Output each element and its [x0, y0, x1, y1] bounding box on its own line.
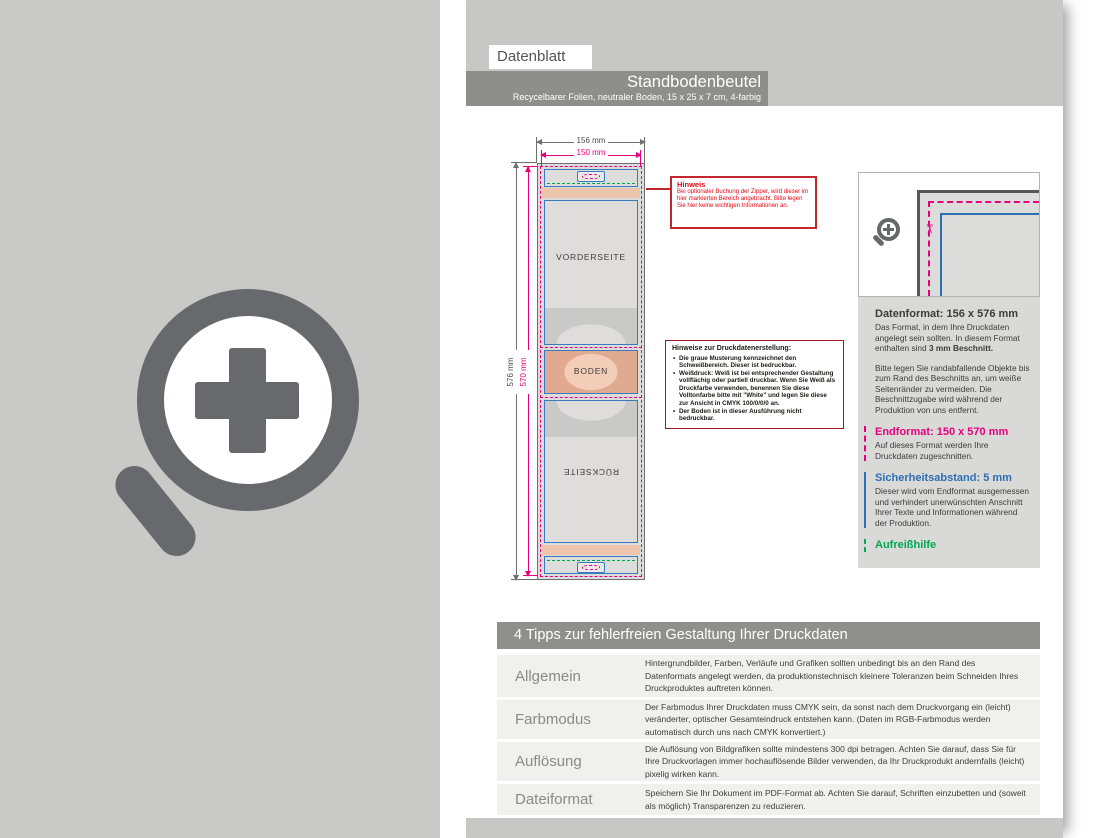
tip-label: Auflösung [515, 753, 582, 770]
tips-header-bar: 4 Tipps zur fehlerfreien Gestaltung Ihrer Druckdaten [497, 622, 1040, 649]
endformat-title: Endformat: 150 x 570 mm [875, 426, 1009, 438]
front-panel-label: VORDERSEITE [556, 252, 626, 263]
safety-corner-line [940, 213, 1039, 296]
format-legend-panel [858, 297, 1040, 568]
print-note-item: • Der Boden ist in dieser Ausführung nicht bedruckbar. [672, 408, 837, 423]
endformat-block [864, 426, 1030, 461]
height-inner-dim-label: 570 mm [518, 350, 530, 394]
pouch-diagram [537, 163, 645, 580]
print-notes-list [672, 355, 837, 423]
aufreisshilfe-block [864, 539, 1030, 552]
tip-label: Farbmodus [515, 711, 591, 728]
endformat-body: Auf dieses Format werden Ihre Druckdaten zugeschnitten. [875, 440, 989, 461]
magnifier-icon [871, 218, 911, 258]
datenformat-title: Datenformat: 156 x 576 mm [875, 308, 1019, 320]
width-outer-dim-label: 156 mm [537, 136, 645, 145]
table-row [497, 655, 1040, 697]
sicherheitsabstand-block [864, 472, 1030, 528]
datenformat-block [864, 308, 1030, 415]
datasheet-page [466, 0, 1063, 838]
height-outer-dim-label: 576 mm [505, 350, 517, 394]
datenformat-body-intro: Das Format, in dem Ihre Druckdaten angelegt sein sollten. In diesem Format enthalten sind [875, 322, 1020, 353]
print-notes-title: Hinweise zur Druckdatenerstellung: [672, 345, 792, 352]
datenformat-body-bold: 3 mm Beschnitt. [928, 343, 994, 353]
product-image-area [0, 0, 440, 838]
hinweis-title: Hinweis [677, 180, 706, 189]
corner-detail-box [858, 172, 1040, 297]
sicherheitsabstand-title: Sicherheitsabstand: 5 mm [875, 472, 1012, 484]
print-note-item: • Weißdruck: Weiß ist bei entsprechender Gestaltung vollflächig oder partiell druckbar. Wenn Sie Weiß als Druckfarbe verwenden, benennen Sie diese Volltonfarbe bitte mit "White" und legen Sie diese zur Ansicht in CMYK 100/0/0/0 an. [672, 370, 837, 408]
page-subtitle: Recycelbarer Folien, neutraler Boden, 15 x 25 x 7 cm, 4-farbig [512, 92, 761, 102]
hinweis-body: Bei optionaler Buchung der Zipper, wird dieser im hier markierten Bereich angebracht. Bitte legen Sie hier keine wichtigen Informationen an. [677, 189, 809, 209]
plus-icon-vertical [229, 348, 266, 453]
table-row [497, 742, 1040, 781]
tip-text: Speichern Sie Ihr Dokument im PDF-Format ab. Achten Sie darauf, Schriften einzubetten und (soweit als möglich) Transparenzen zu reduzieren. [645, 788, 1026, 811]
endformat-cut-outline [540, 166, 642, 577]
callout-line [646, 188, 671, 190]
datenblatt-label: Datenblatt [489, 45, 592, 69]
title-bar [466, 71, 768, 106]
bottom-gusset-label: BODEN [573, 366, 609, 377]
table-row [497, 700, 1040, 739]
datenformat-body-2: Bitte legen Sie randabfallende Objekte bis zum Rand des Beschnitts an, um weiße Seitenränder zu vermeiden. Die Beschnittzugabe wird während der Produktion von uns entfernt. [875, 362, 1030, 415]
page-title: Standbodenbeutel [627, 73, 761, 91]
tip-text: Der Farbmodus Ihrer Druckdaten muss CMYK sein, da sonst nach dem Druckvorgang ein (leicht) veränderter, optischer Gesamteindruck entstehen kann. (Daten im RGB-Farbmodus werden automatisch durch uns nach CMYK konvertiert.) [645, 701, 1011, 737]
tip-text: Die Auflösung von Bildgrafiken sollte mindestens 300 dpi betragen. Achten Sie darauf, dass Sie für Ihre Druckvorlagen immer hochauflösende Bilder verwenden, da Ihr Druckprodukt andernfalls (leicht) pixelig wirken kann. [645, 743, 1025, 779]
datenformat-body [875, 322, 1030, 354]
print-note-item: • Die graue Musterung kennzeichnet den Schweißbereich. Dieser ist bedruckbar. [672, 355, 837, 370]
width-inner-dim-label: 150 mm [537, 148, 645, 157]
print-notes-box [665, 340, 844, 429]
page-footer-band [466, 818, 1063, 838]
back-panel-label: RÜCKSEITE [563, 467, 619, 478]
tip-text: Hintergrundbilder, Farben, Verläufe und Grafiken sollten unbedingt bis an den Rand des Datenformats angelegt werden, da produktionstechnisch kleinere Toleranzen beim Schneiden Ihres Druckproduktes auftreten können. [645, 658, 1019, 694]
datenformat-corner-sample [917, 190, 1039, 296]
scissors-icon: ✂ [922, 223, 937, 235]
table-row [497, 784, 1040, 815]
sicherheitsabstand-body: Dieser wird vom Endformat ausgemessen und verhindert unerwünschten Anschnitt Ihrer Texte und Informationen während der Produktion. [875, 486, 1030, 528]
hinweis-note-box [670, 176, 817, 229]
tip-label: Dateiformat [515, 791, 593, 808]
tip-label: Allgemein [515, 667, 581, 685]
aufreisshilfe-title: Aufreißhilfe [875, 539, 937, 551]
